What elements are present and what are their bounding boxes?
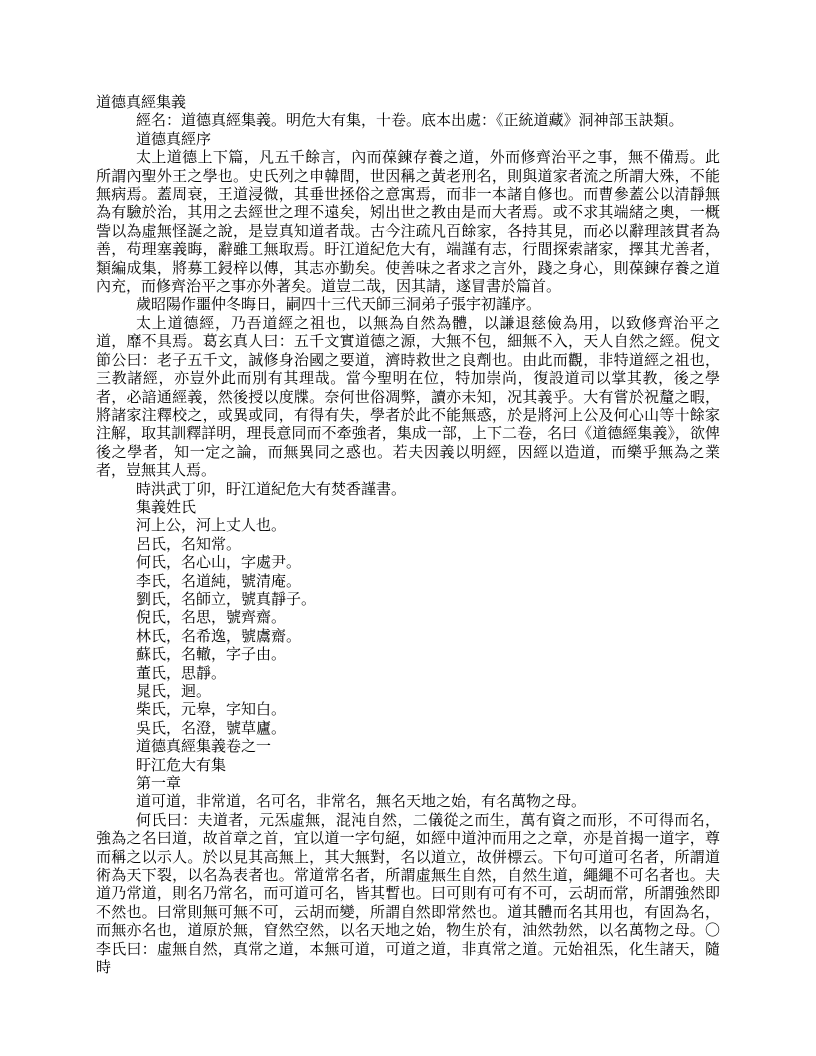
document-title: 道德真經集義 [96, 95, 187, 111]
contributor-line: 何氏，名心山，字處尹。 [136, 555, 302, 572]
preface-signature: 歲昭陽作噩仲冬晦日，嗣四十三代天師三洞弟子張宇初謹序。 [136, 297, 542, 314]
commentary-text: 何氏曰：夫道者，元炁虛無，混沌自然，二儀從之而生，萬有資之而形，不可得而名，強為之名曰道，故首章之首，宜以道一字句絕，如經中道沖而用之之章，亦是首揭一道字，尊而稱之以示人。於以見其高無上，其大無對，名以道立，故併標云。下句可道可名者，所謂道術為天下裂，以名為表者也。常道常名者，所謂虛無生自然，自然生道，繩繩不可名者也。夫道乃常道，則名乃常名，而可道可名，皆其暫也。曰可則有可有不可，云胡而常，所謂強然即不然也。曰常則無可無不可，云胡而變，所謂自然即常然也。道其體而名其用也，有固為名，而無亦名也，道原於無，窅然空然，以名天地之始，物生於有，油然勃然，以名萬物之母。〇李氏曰：虛無自然，真常之道，本無可道，可道之道，非真常之道。元始祖炁，化生諸天，隨時 [96, 812, 720, 977]
contributors-heading: 集義姓氏 [136, 499, 197, 516]
contributor-line: 李氏，名道純，號清庵。 [136, 573, 302, 590]
contributor-line: 倪氏，名思，號齊齋。 [136, 610, 287, 627]
contributor-line: 劉氏，名師立，號真靜子。 [136, 591, 317, 608]
contributor-line: 河上公，河上丈人也。 [136, 518, 287, 535]
contributor-line: 董氏，思靜。 [136, 665, 227, 682]
preface-title: 道德真經序 [136, 131, 212, 148]
contributor-line: 柴氏，元皋，字知白。 [136, 702, 287, 719]
second-preface-signature: 時洪武丁卯，盱江道紀危大有焚香謹書。 [136, 481, 407, 498]
volume-title: 道德真經集義卷之一 [136, 739, 272, 756]
second-preface-body: 太上道德經，乃吾道經之祖也，以無為自然為體，以謙退慈儉為用，以致修齊治平之道，靡不具焉。葛玄真人曰：五千文實道德之源，大無不包，細無不入，天人自然之經。倪文節公曰：老子五千文，誠修身治國之要道，濟時救世之良劑也。由此而觀，非特道經之祖也，三教諸經，亦豈外此而別有其理哉。當今聖明在位，特加崇尚，復設道司以掌其教，後之學者，必諳通經義，然後授以度牒。奈何世俗凋弊，讀亦未知，况其義乎。大有嘗於祝釐之暇，將諸家注釋校之，或異或同，有得有失，學者於此不能無惑，於是將河上公及何心山等十餘家注解，取其訓釋詳明，理長意同而不牽強者，集成一部，上下二卷，名曰《道德經集義》，欲俾後之學者，知一定之論，而無異同之惑也。若夫因義以明經，因經以造道，而樂乎無為之業者，豈無其人焉。 [96, 315, 720, 480]
contributor-line: 吳氏，名澄，號草廬。 [136, 720, 287, 737]
contributor-line: 晁氏，迴。 [136, 684, 212, 700]
scripture-text: 道可道，非常道，名可名，非常名，無名天地之始，有名萬物之母。 [136, 794, 587, 811]
contributor-line: 呂氏，名知常。 [136, 536, 242, 553]
contributor-line: 林氏，名希逸，號鬳齋。 [136, 628, 302, 645]
contributor-line: 蘇氏，名轍，字子由。 [136, 647, 287, 664]
compiler-line: 盱江危大有集 [136, 757, 227, 774]
chapter-heading: 第一章 [136, 776, 182, 793]
preface-body: 太上道德上下篇，凡五千餘言，內而葆鍊存養之道，外而修齊治平之事，無不備焉。此所謂內聖外王之學也。史氏列之申韓間，世因稱之黃老刑名，則與道家者流之所謂大殊，不能無病焉。蓋周衰，王道浸微，其垂世拯俗之意寓焉，而非一本諸自修也。而曹參蓋公以清靜無為有驗於治，其用之去經世之理不遠矣，矧出世之教由是而大者焉。或不求其端緒之奧，一概訾以為虛無怪誕之說，是豈真知道者哉。古今注疏凡百餘家，各持其見，而必以辭理該貫者為善，苟理塞義晦，辭雖工無取焉。盱江道紀危大有，端謹有志，行間探索諸家，擇其尤善者，類編成集，將募工鋟梓以傳，其志亦勤矣。使善味之者求之言外，踐之身心，則葆鍊存養之道內充，而修齊治平之事亦外著矣。道豈二哉，因其請，遂冒書於篇首。 [96, 150, 720, 296]
edition-note: 經名：道德真經集義。明危大有集，十卷。底本出處：《正統道藏》洞神部玉訣類。 [136, 113, 684, 130]
